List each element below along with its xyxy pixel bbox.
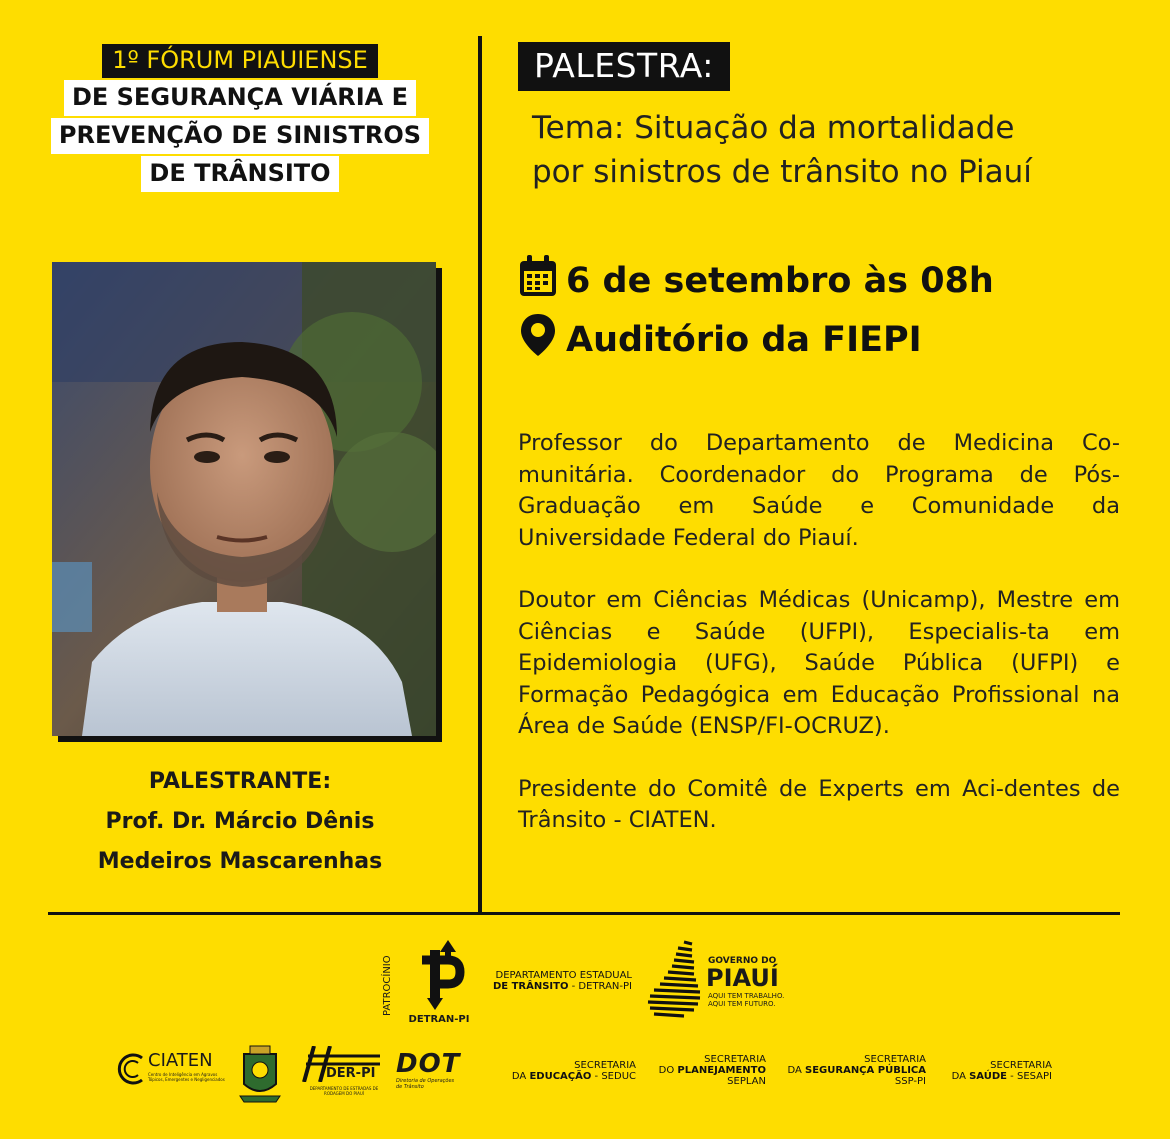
sponsor-label-text: PATROCÍNIO: [382, 955, 393, 1016]
speaker-label: PALESTRANTE:: [148, 769, 332, 794]
derpi-logo: [300, 1046, 386, 1102]
event-title-line2: DE SEGURANÇA VIÁRIA E: [64, 80, 416, 116]
sesapi-line2: DA SAÚDE - SESAPI: [951, 1071, 1052, 1082]
gov-slogan-1: AQUI TEM TRABALHO.: [708, 992, 785, 1000]
detran-icon: [408, 938, 470, 1010]
ssp-logo: [776, 1054, 926, 1087]
dot-sub: Diretoria de Operações de Trânsito: [396, 1078, 455, 1090]
date-row: [518, 254, 994, 307]
seduc-logo: [498, 1060, 636, 1082]
governo-piaui-logo: [644, 938, 804, 1026]
talk-theme-line1: Tema: Situação da mortalidade: [532, 110, 1015, 146]
talk-date: 6 de setembro às 08h: [566, 260, 994, 301]
speaker-name-line2: Medeiros Mascarenhas: [97, 849, 383, 874]
sesapi-logo: [936, 1060, 1052, 1082]
seplan-logo: [646, 1054, 766, 1087]
calendar-icon: [518, 254, 558, 307]
event-title-line1: 1º FÓRUM PIAUIENSE: [102, 44, 378, 78]
gov-line2: PIAUÍ: [706, 964, 779, 992]
bio-paragraph-1: Professor do Departamento de Medicina Co-munitária. Coordenador do Programa de Pós-Graduação em Saúde e Comunidade da Universidade Federal do Piauí.: [518, 430, 1120, 551]
seplan-line1: SECRETARIA: [704, 1054, 766, 1065]
bio-paragraph-2: Doutor em Ciências Médicas (Unicamp), Mestre em Ciências e Saúde (UFPI), Especialis-ta em Epidemiologia (UFG), Saúde Pública (UFPI) e Formação Pedagógica em Educação Profissional na Área de Saúde (ENSP/FI-OCRUZ).: [518, 587, 1120, 739]
ssp-line3: SSP-PI: [894, 1076, 926, 1087]
detran-logo: [408, 938, 470, 1028]
seplan-line2: DO PLANEJAMENTO: [658, 1065, 766, 1076]
ciaten-icon: [116, 1052, 148, 1086]
talk-theme-line2: por sinistros de trânsito no Piauí: [532, 154, 1032, 190]
dot-logo: [396, 1050, 486, 1094]
speaker-photo: [52, 262, 436, 736]
talk-label: PALESTRA:: [518, 42, 730, 91]
ciaten-sub: Centro de Inteligência em Agravos Tópicos, Emergentes e Negligenciados: [148, 1072, 225, 1082]
event-title-line3: PREVENÇÃO DE SINISTROS: [51, 118, 429, 154]
detran-name-line1: DEPARTAMENTO ESTADUAL: [495, 970, 632, 981]
sesapi-line1: SECRETARIA: [990, 1060, 1052, 1071]
derpi-sub: DEPARTAMENTO DE ESTRADAS DE RODAGEM DO PIAUÍ: [309, 1086, 379, 1096]
detran-name: [476, 970, 632, 992]
crest-icon: [236, 1044, 284, 1106]
speaker-bio: [518, 428, 1120, 868]
bio-paragraph-3: Presidente do Comitê de Experts em Aci-dentes de Trânsito - CIATEN.: [518, 775, 1120, 833]
location-pin-icon: [518, 312, 558, 367]
talk-location: Auditório da FIEPI: [566, 319, 922, 360]
seduc-line1: SECRETARIA: [574, 1060, 636, 1071]
sponsor-label: [380, 948, 398, 1018]
dot-name: DOT: [396, 1049, 461, 1079]
ssp-line2: DA SEGURANÇA PÚBLICA: [787, 1065, 926, 1076]
crest-logo: [236, 1044, 284, 1106]
ciaten-logo: [116, 1050, 228, 1090]
location-row: [518, 312, 922, 367]
horizontal-divider: [48, 912, 1120, 915]
seplan-line3: SEPLAN: [727, 1076, 766, 1087]
speaker-info: [40, 762, 440, 882]
talk-theme: [532, 106, 1132, 194]
event-title-line4: DE TRÂNSITO: [141, 156, 338, 192]
detran-name-line2: DE TRÂNSITO - DETRAN-PI: [492, 981, 632, 992]
seduc-line2: DA EDUCAÇÃO - SEDUC: [511, 1071, 636, 1082]
gov-line1: GOVERNO DO: [708, 956, 777, 966]
event-title: [40, 44, 440, 192]
detran-logo-text: DETRAN-PI: [408, 1014, 470, 1025]
gov-slogan-2: AQUI TEM FUTURO.: [708, 1000, 776, 1008]
ssp-line1: SECRETARIA: [864, 1054, 926, 1065]
derpi-name: DER-PI: [326, 1066, 376, 1081]
vertical-divider: [478, 36, 482, 914]
speaker-name-line1: Prof. Dr. Márcio Dênis: [105, 809, 375, 834]
piaui-map-icon: [644, 938, 704, 1024]
gov-slogan: [708, 992, 784, 1008]
ciaten-name: CIATEN: [148, 1050, 213, 1071]
